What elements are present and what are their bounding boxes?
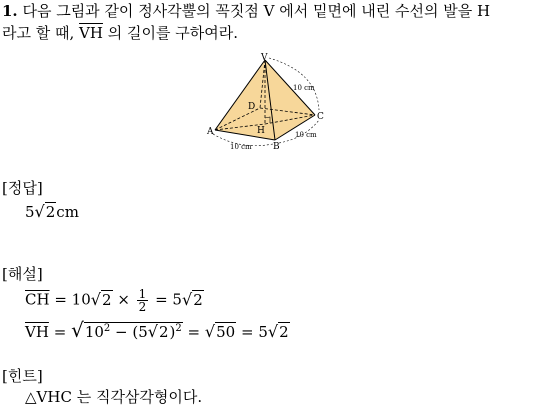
sol2-radicand-last: 2 (279, 323, 289, 341)
sol2-radicand-50: 50 (216, 323, 236, 341)
solution-label: [해설] (2, 265, 43, 283)
problem-line-1 (2, 0, 490, 22)
sol2-radical-50: √50 (204, 322, 236, 341)
label-a: A (207, 127, 214, 137)
edge-label-vc: 10 cm (293, 84, 315, 92)
sol1-fraction (137, 288, 149, 313)
sol1-radicand-2: 2 (193, 290, 203, 309)
hint-text: △VHC 는 직각삼각형이다. (25, 388, 203, 406)
sol2-inner-radical: √2 (147, 322, 169, 341)
problem-number: 1. (2, 2, 18, 20)
sol2-big-radical: $√10^2 - (5√2)^2$ (71, 318, 182, 342)
sol1-radical: √2 (90, 289, 112, 309)
answer-label: [정답] (2, 179, 43, 197)
segment-vh-2: $\overline{VH}$ (25, 323, 49, 341)
frac-den: 2 (138, 300, 147, 314)
sol2-inner1: 10 (84, 323, 104, 341)
label-c: C (317, 112, 324, 122)
sol1-times: × (117, 290, 130, 309)
sol2-exp2: 2 (175, 323, 182, 334)
edge-label-bc: 10 cm (295, 131, 317, 139)
sol1-radicand: 2 (101, 290, 112, 309)
problem-text-2b: 의 길이를 구하여라. (107, 24, 238, 42)
sol2-eq: = (53, 323, 67, 341)
sol2-inner-radicand: 2 (158, 323, 169, 341)
solution-line-1 (25, 288, 204, 313)
answer-radical: √2 (34, 202, 56, 221)
sol2-inner2: − (5 (110, 323, 148, 341)
sol2-text4: = 5 (240, 323, 268, 341)
label-v: V (261, 53, 268, 63)
pyramid-figure (205, 52, 330, 152)
frac-num: 1 (138, 287, 147, 301)
problem-line-2 (2, 22, 238, 44)
sol2-radical-last: √2 (267, 322, 289, 341)
segment-ch: $\overline{CH}$ (25, 290, 50, 309)
answer-unit: cm (56, 203, 79, 221)
sol1-radical-2: √2 (181, 289, 203, 309)
edge-label-ab: 10 cm (230, 143, 252, 151)
sol2-big-radicand (84, 322, 183, 341)
sol1-text1: = 10 (54, 290, 91, 309)
segment-vh: $\overline{VH}$ (79, 24, 103, 42)
hint-label: [힌트] (2, 367, 43, 385)
answer-coef: 5 (25, 203, 35, 221)
sol2-inner3: ) (169, 323, 176, 341)
sol2-exp1: 2 (103, 323, 111, 334)
label-d: D (248, 102, 256, 112)
label-h: H (257, 126, 265, 136)
solution-line-2 (25, 318, 290, 343)
label-b: B (273, 142, 280, 152)
problem-text-1: 다음 그림과 같이 정사각뿔의 꼭짓점 V 에서 밑면에 내린 수선의 발을 H (22, 2, 491, 20)
sol2-text3: = (187, 323, 201, 341)
problem-text-2a: 라고 할 때, (2, 24, 75, 42)
answer-value (25, 201, 79, 223)
sol1-text2: = 5 (155, 290, 182, 309)
answer-radicand: 2 (45, 203, 56, 221)
